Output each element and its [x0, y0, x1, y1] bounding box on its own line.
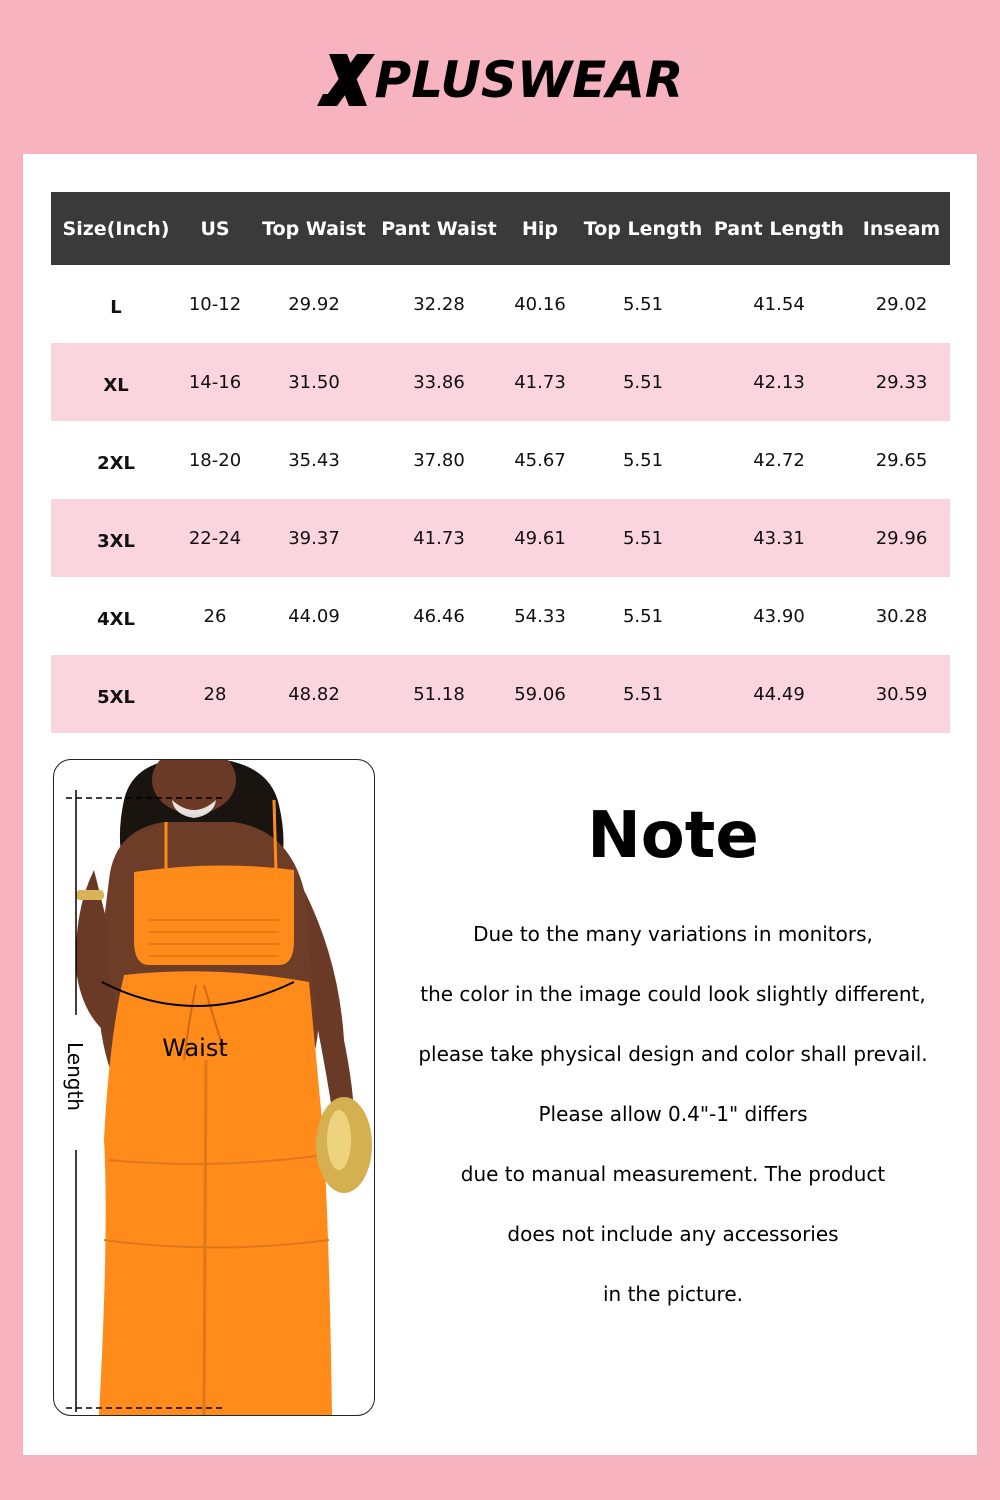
note-line: Due to the many variations in monitors, [473, 922, 873, 946]
size-cell: 3XL [51, 499, 181, 577]
note-line: does not include any accessories [507, 1222, 839, 1246]
measurement-cell: 59.06 [499, 655, 581, 733]
measurement-cell: 29.92 [288, 293, 340, 315]
measurement-cell: 5.51 [622, 449, 664, 471]
measurement-cell: 29.02 [875, 293, 928, 315]
measurement-cell: 10-12 [188, 293, 242, 315]
measurement-cell: 40.16 [514, 293, 566, 315]
brand-x-mark [317, 54, 375, 106]
table-row [51, 421, 950, 499]
table-row [51, 343, 950, 421]
measurement-cell: 43.31 [705, 499, 853, 577]
note-line: in the picture. [603, 1282, 743, 1306]
measurement-cell: 26 [203, 605, 227, 627]
note-line: due to manual measurement. The product [460, 1162, 886, 1186]
brand-header [0, 48, 1000, 112]
measurement-cell: 41.73 [379, 499, 499, 577]
table-row [51, 265, 950, 343]
measurement-cell: 33.86 [379, 343, 499, 421]
measurement-cell: 54.33 [514, 605, 566, 627]
measurement-cell: 42.13 [705, 343, 853, 421]
measurement-cell: 5.51 [581, 343, 705, 421]
measurement-cell: 51.18 [379, 655, 499, 733]
column-header: Pant Length [705, 192, 853, 265]
measurement-cell: 30.59 [853, 655, 950, 733]
brand-name: PLUSWEAR [374, 51, 684, 109]
measurement-cell: 29.96 [853, 499, 950, 577]
measurement-cell: 44.09 [288, 605, 340, 627]
measurement-cell: 5.51 [581, 655, 705, 733]
size-cell: L [110, 296, 122, 318]
table-header-row [51, 192, 950, 265]
note-line: the color in the image could look slightly different, [420, 982, 926, 1006]
table-row [51, 655, 950, 733]
column-header: Size(Inch) [51, 192, 181, 265]
size-cell: 5XL [51, 655, 181, 733]
brand-logo [317, 51, 684, 109]
column-header: Top Length [581, 192, 705, 265]
measurement-cell: 5.51 [581, 499, 705, 577]
column-header: Hip [499, 192, 581, 265]
measurement-cell: 41.73 [499, 343, 581, 421]
measurement-cell: 37.80 [413, 449, 465, 471]
measurement-cell: 46.46 [413, 605, 465, 627]
column-header: Top Waist [249, 192, 379, 265]
measurement-cell: 31.50 [249, 343, 379, 421]
measurement-cell: 18-20 [188, 449, 242, 471]
measurement-cell: 30.28 [875, 605, 928, 627]
measurement-cell: 28 [181, 655, 249, 733]
measurement-cell: 22-24 [181, 499, 249, 577]
measurement-cell: 41.54 [753, 293, 805, 315]
table-row [51, 577, 950, 655]
column-header: Pant Waist [379, 192, 499, 265]
measurement-cell: 14-16 [181, 343, 249, 421]
column-header: Inseam [853, 192, 950, 265]
column-header: US [181, 192, 249, 265]
crop-top [134, 865, 294, 965]
model-photo [53, 759, 375, 1416]
note-text [388, 909, 958, 1329]
size-cell: XL [51, 343, 181, 421]
size-cell: 2XL [97, 452, 135, 474]
measurement-cell: 32.28 [413, 293, 465, 315]
note-title: Note [587, 799, 759, 873]
measurement-cell: 44.49 [705, 655, 853, 733]
measurement-cell: 5.51 [622, 293, 664, 315]
measurement-cell: 48.82 [249, 655, 379, 733]
measurement-cell: 42.72 [753, 449, 805, 471]
note-line: please take physical design and color shall prevail. [418, 1042, 928, 1066]
model-illustration [54, 760, 374, 1415]
table-row [51, 499, 950, 577]
size-cell: 4XL [97, 608, 135, 630]
measurement-cell: 49.61 [499, 499, 581, 577]
measurement-cell: 5.51 [622, 605, 664, 627]
waist-label: Waist [162, 1034, 228, 1062]
measurement-cell: 35.43 [288, 449, 340, 471]
length-label: Length [63, 1042, 87, 1111]
measurement-cell: 29.65 [875, 449, 928, 471]
size-chart-table [51, 192, 950, 733]
measurement-cell: 45.67 [514, 449, 566, 471]
measurement-cell: 29.33 [853, 343, 950, 421]
measurement-cell: 43.90 [753, 605, 805, 627]
content-panel [23, 154, 977, 1455]
note-line: Please allow 0.4"-1" differs [538, 1102, 808, 1126]
measurement-cell: 39.37 [249, 499, 379, 577]
